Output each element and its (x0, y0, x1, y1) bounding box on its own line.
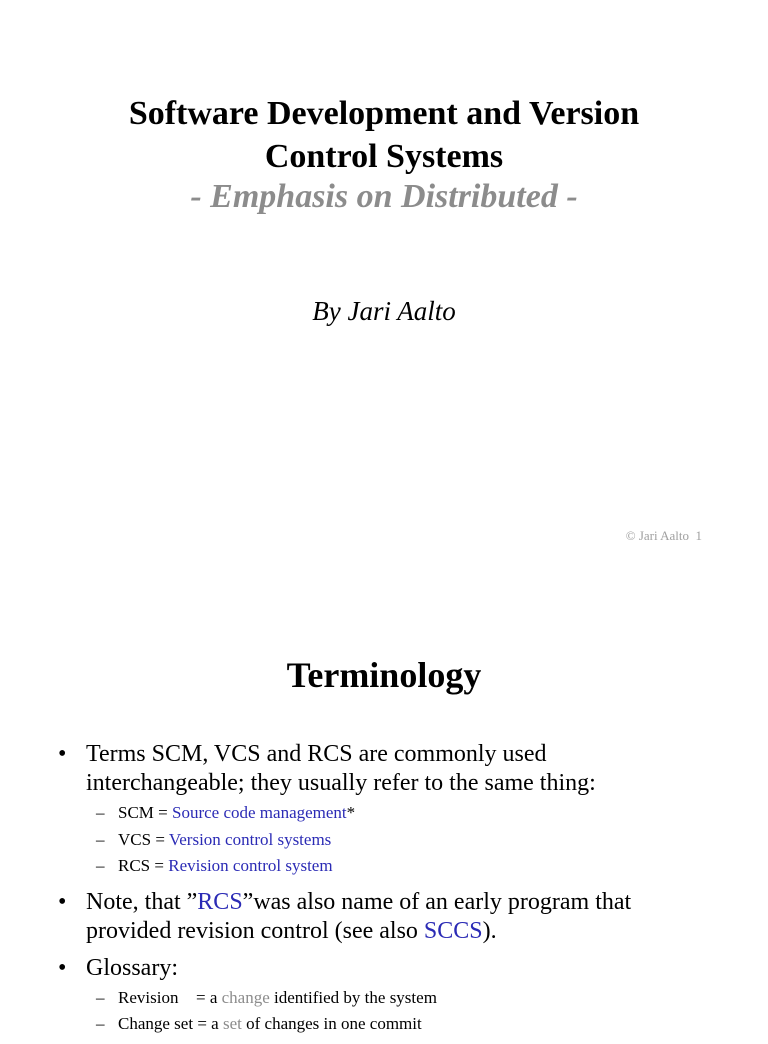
bullet-glyph: • (58, 954, 67, 981)
glossary-item (56, 1011, 736, 1038)
author-line: By Jari Aalto (312, 296, 456, 326)
item-suffix: * (346, 803, 356, 822)
glossary-def: identified by the system (269, 987, 437, 1007)
note-text: Note, that ” (86, 888, 198, 915)
title-line-1: Software Development and Version (128, 95, 640, 132)
slide-footer: © Jari Aalto 1 (625, 528, 702, 543)
glossary-def: of changes in one commit (241, 1014, 422, 1033)
slide-title (0, 92, 768, 178)
bullet-glyph: • (58, 741, 67, 767)
glossary-keyword: change (221, 987, 270, 1007)
rcs-link[interactable]: RCS (197, 888, 243, 915)
terminology-slide (0, 580, 768, 1033)
list-item (56, 827, 736, 854)
term-link[interactable]: Source code management (172, 803, 347, 822)
glossary-keyword: set (222, 1014, 242, 1033)
bullet-text: interchangeable; they usually refer to the same thing: (86, 770, 596, 796)
list-item (56, 800, 736, 827)
item-prefix: RCS = (118, 856, 169, 875)
list-item (56, 853, 736, 880)
bullet-text: Terms SCM, VCS and RCS are commonly used (86, 741, 547, 767)
sub-list (56, 800, 736, 880)
glossary-list (56, 985, 736, 1038)
bullet-list (56, 740, 736, 1044)
glossary-term: Revision (118, 987, 179, 1007)
note-text: ”was also name of an early program that (242, 888, 632, 915)
slide-title: Terminology (286, 655, 482, 695)
dash-glyph: – (96, 1014, 105, 1033)
slide-subtitle: - Emphasis on Distributed - (190, 178, 578, 215)
dash-glyph: – (96, 829, 105, 849)
glossary-def: = a (196, 987, 222, 1007)
note-text: ). (482, 917, 497, 944)
title-line-2: Control Systems (264, 138, 504, 175)
glossary-term: Change set (118, 1014, 194, 1033)
item-prefix: SCM = (118, 803, 172, 822)
term-link[interactable]: Version control systems (168, 829, 332, 849)
sccs-link[interactable]: SCCS (423, 917, 483, 944)
bullet-terms (56, 740, 736, 798)
glossary-item (56, 985, 736, 1012)
dash-glyph: – (96, 803, 105, 822)
bullet-note (56, 888, 736, 946)
item-prefix: VCS = (118, 829, 169, 849)
dash-glyph: – (96, 987, 105, 1007)
glossary-def: = a (197, 1014, 223, 1033)
bullet-glossary (56, 954, 736, 983)
glossary-label: Glossary: (86, 954, 178, 981)
dash-glyph: – (96, 856, 105, 875)
note-text: provided revision control (see also (86, 917, 424, 944)
bullet-glyph: • (58, 888, 67, 915)
term-link[interactable]: Revision control system (168, 856, 333, 875)
